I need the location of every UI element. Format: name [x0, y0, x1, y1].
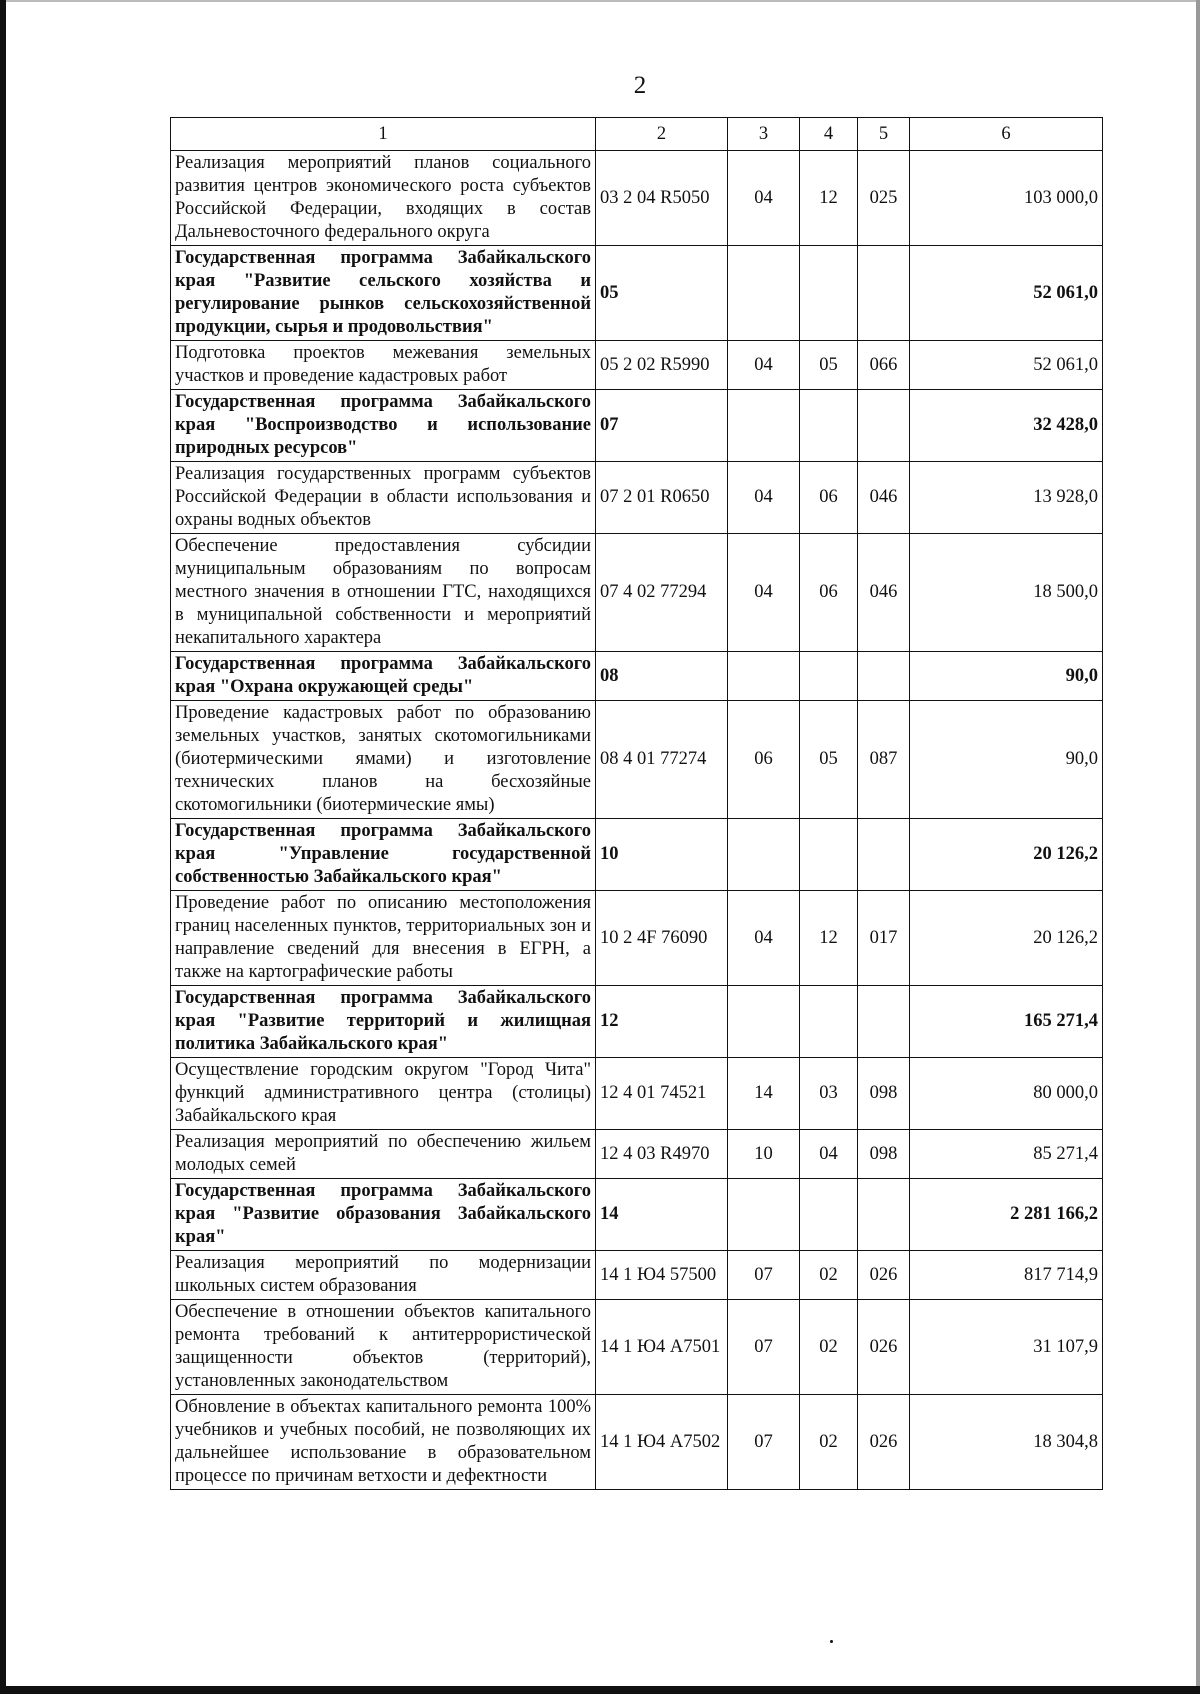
- row-col5-cell: 025: [858, 151, 910, 246]
- row-code-cell: 12 4 03 R4970: [596, 1130, 728, 1179]
- row-name-cell: Проведение кадастровых работ по образованию земельных участков, занятых скотомогильниками (биотермическими ямами) и изготовление технических планов на бесхозяйные скотомогильники (биотермические ямы): [171, 701, 596, 819]
- row-col4-cell: 06: [800, 462, 858, 534]
- row-sum-cell: 90,0: [910, 652, 1103, 701]
- table-row: [171, 341, 1103, 390]
- scan-edge-right: [1196, 0, 1200, 1694]
- row-col5-cell: [858, 986, 910, 1058]
- row-col4-cell: 04: [800, 1130, 858, 1179]
- table-row: [171, 701, 1103, 819]
- row-code-cell: 14: [596, 1179, 728, 1251]
- row-code-cell: 14 1 Ю4 57500: [596, 1251, 728, 1300]
- table-row: [171, 390, 1103, 462]
- row-code-cell: 07 4 02 77294: [596, 534, 728, 652]
- row-name-cell: Реализация мероприятий по обеспечению жильем молодых семей: [171, 1130, 596, 1179]
- table-row: [171, 986, 1103, 1058]
- row-name-cell: Осуществление городским округом "Город Чита" функций административного центра (столицы) Забайкальского края: [171, 1058, 596, 1130]
- row-col4-cell: 03: [800, 1058, 858, 1130]
- scan-speck: [830, 1640, 833, 1643]
- row-sum-cell: 80 000,0: [910, 1058, 1103, 1130]
- row-sum-cell: 90,0: [910, 701, 1103, 819]
- row-col4-cell: 05: [800, 341, 858, 390]
- row-col4-cell: [800, 1179, 858, 1251]
- row-col4-cell: [800, 986, 858, 1058]
- scan-edge-left: [0, 0, 6, 1694]
- row-code-cell: 08: [596, 652, 728, 701]
- row-sum-cell: 52 061,0: [910, 341, 1103, 390]
- row-sum-cell: 20 126,2: [910, 819, 1103, 891]
- table-body: [171, 151, 1103, 1490]
- row-col4-cell: [800, 819, 858, 891]
- row-col5-cell: 046: [858, 462, 910, 534]
- table-row: [171, 1300, 1103, 1395]
- row-name-cell: Государственная программа Забайкальского края "Развитие образования Забайкальского края": [171, 1179, 596, 1251]
- row-sum-cell: 20 126,2: [910, 891, 1103, 986]
- table-row: [171, 246, 1103, 341]
- table-row: [171, 891, 1103, 986]
- row-code-cell: 12: [596, 986, 728, 1058]
- row-code-cell: 08 4 01 77274: [596, 701, 728, 819]
- row-name-cell: Реализация мероприятий планов социального развития центров экономического роста субъектов Российской Федерации, входящих в состав Дальневосточного федерального округа: [171, 151, 596, 246]
- row-col5-cell: 046: [858, 534, 910, 652]
- row-col4-cell: 12: [800, 891, 858, 986]
- row-sum-cell: 85 271,4: [910, 1130, 1103, 1179]
- row-col3-cell: [728, 1179, 800, 1251]
- scan-edge-top: [0, 0, 1200, 2]
- row-col4-cell: 05: [800, 701, 858, 819]
- row-name-cell: Государственная программа Забайкальского края "Развитие сельского хозяйства и регулирование рынков сельскохозяйственной продукции, сырья и продовольствия": [171, 246, 596, 341]
- scan-edge-bottom: [0, 1686, 1200, 1694]
- row-col3-cell: 07: [728, 1251, 800, 1300]
- row-col4-cell: 02: [800, 1251, 858, 1300]
- row-name-cell: Государственная программа Забайкальского края "Охрана окружающей среды": [171, 652, 596, 701]
- row-col5-cell: 026: [858, 1395, 910, 1490]
- row-col4-cell: 12: [800, 151, 858, 246]
- row-code-cell: 07: [596, 390, 728, 462]
- table-row: [171, 1058, 1103, 1130]
- row-sum-cell: 2 281 166,2: [910, 1179, 1103, 1251]
- row-name-cell: Государственная программа Забайкальского края "Управление государственной собственностью Забайкальского края": [171, 819, 596, 891]
- row-col4-cell: 06: [800, 534, 858, 652]
- row-code-cell: 05 2 02 R5990: [596, 341, 728, 390]
- row-col3-cell: 07: [728, 1395, 800, 1490]
- row-col5-cell: 026: [858, 1251, 910, 1300]
- row-name-cell: Подготовка проектов межевания земельных участков и проведение кадастровых работ: [171, 341, 596, 390]
- row-name-cell: Государственная программа Забайкальского края "Воспроизводство и использование природных ресурсов": [171, 390, 596, 462]
- row-col3-cell: 04: [728, 341, 800, 390]
- row-code-cell: 14 1 Ю4 A7502: [596, 1395, 728, 1490]
- table-row: [171, 819, 1103, 891]
- row-sum-cell: 52 061,0: [910, 246, 1103, 341]
- header-col-1: 1: [171, 118, 596, 151]
- row-col5-cell: 066: [858, 341, 910, 390]
- header-col-2: 2: [596, 118, 728, 151]
- header-col-5: 5: [858, 118, 910, 151]
- row-col3-cell: 06: [728, 701, 800, 819]
- row-col3-cell: [728, 246, 800, 341]
- row-col4-cell: [800, 246, 858, 341]
- budget-table: [170, 117, 1103, 1490]
- row-col3-cell: 07: [728, 1300, 800, 1395]
- row-sum-cell: 817 714,9: [910, 1251, 1103, 1300]
- row-col3-cell: [728, 652, 800, 701]
- row-col5-cell: [858, 246, 910, 341]
- row-col3-cell: 04: [728, 462, 800, 534]
- row-name-cell: Реализация мероприятий по модернизации школьных систем образования: [171, 1251, 596, 1300]
- row-col5-cell: 087: [858, 701, 910, 819]
- row-col4-cell: 02: [800, 1395, 858, 1490]
- row-code-cell: 10 2 4F 76090: [596, 891, 728, 986]
- row-col5-cell: [858, 1179, 910, 1251]
- row-col5-cell: 017: [858, 891, 910, 986]
- row-col3-cell: [728, 819, 800, 891]
- row-col5-cell: [858, 652, 910, 701]
- row-name-cell: Обновление в объектах капитального ремонта 100% учебников и учебных пособий, не позволяющих их дальнейшее использование в образовательном процессе по причинам ветхости и дефектности: [171, 1395, 596, 1490]
- row-col3-cell: 04: [728, 534, 800, 652]
- row-col5-cell: 098: [858, 1130, 910, 1179]
- row-code-cell: 14 1 Ю4 A7501: [596, 1300, 728, 1395]
- row-name-cell: Проведение работ по описанию местоположения границ населенных пунктов, территориальных зон и направление сведений для внесения в ЕГРН, а также на картографические работы: [171, 891, 596, 986]
- row-name-cell: Обеспечение в отношении объектов капитального ремонта требований к антитеррористической защищенности объектов (территорий), установленных законодательством: [171, 1300, 596, 1395]
- header-col-6: 6: [910, 118, 1103, 151]
- header-row: [171, 118, 1103, 151]
- page-number: 2: [633, 72, 647, 99]
- row-col3-cell: 14: [728, 1058, 800, 1130]
- header-col-4: 4: [800, 118, 858, 151]
- table-row: [171, 534, 1103, 652]
- row-col4-cell: 02: [800, 1300, 858, 1395]
- row-code-cell: 10: [596, 819, 728, 891]
- row-code-cell: 03 2 04 R5050: [596, 151, 728, 246]
- row-col3-cell: 04: [728, 151, 800, 246]
- row-sum-cell: 18 304,8: [910, 1395, 1103, 1490]
- table-row: [171, 1179, 1103, 1251]
- table-row: [171, 1395, 1103, 1490]
- row-col5-cell: 098: [858, 1058, 910, 1130]
- table-row: [171, 462, 1103, 534]
- header-col-3: 3: [728, 118, 800, 151]
- row-sum-cell: 31 107,9: [910, 1300, 1103, 1395]
- table-row: [171, 1251, 1103, 1300]
- row-code-cell: 07 2 01 R0650: [596, 462, 728, 534]
- row-sum-cell: 32 428,0: [910, 390, 1103, 462]
- row-name-cell: Обеспечение предоставления субсидии муниципальным образованиям по вопросам местного значения в отношении ГТС, находящихся в муниципальной собственности и мероприятий некапитального характера: [171, 534, 596, 652]
- row-col3-cell: [728, 390, 800, 462]
- row-sum-cell: 18 500,0: [910, 534, 1103, 652]
- table-row: [171, 151, 1103, 246]
- row-col5-cell: 026: [858, 1300, 910, 1395]
- row-col5-cell: [858, 390, 910, 462]
- row-col3-cell: 10: [728, 1130, 800, 1179]
- row-sum-cell: 165 271,4: [910, 986, 1103, 1058]
- row-code-cell: 12 4 01 74521: [596, 1058, 728, 1130]
- row-name-cell: Реализация государственных программ субъектов Российской Федерации в области использования и охраны водных объектов: [171, 462, 596, 534]
- row-col4-cell: [800, 652, 858, 701]
- row-sum-cell: 103 000,0: [910, 151, 1103, 246]
- row-col3-cell: [728, 986, 800, 1058]
- row-col4-cell: [800, 390, 858, 462]
- row-col3-cell: 04: [728, 891, 800, 986]
- row-col5-cell: [858, 819, 910, 891]
- row-code-cell: 05: [596, 246, 728, 341]
- row-sum-cell: 13 928,0: [910, 462, 1103, 534]
- table-row: [171, 652, 1103, 701]
- table-row: [171, 1130, 1103, 1179]
- row-name-cell: Государственная программа Забайкальского края "Развитие территорий и жилищная политика Забайкальского края": [171, 986, 596, 1058]
